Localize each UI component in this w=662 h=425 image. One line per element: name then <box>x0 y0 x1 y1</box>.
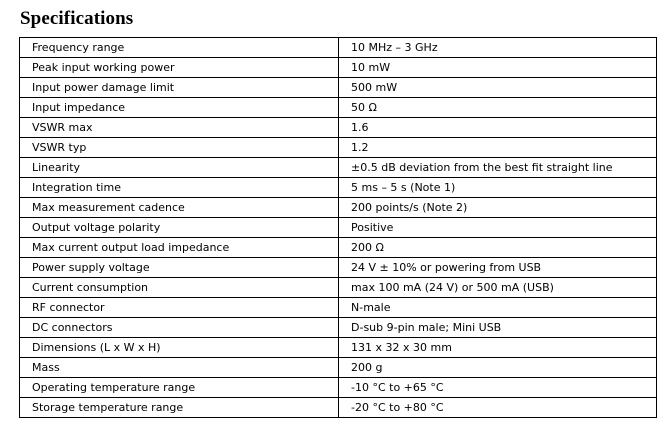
table-row <box>20 298 657 318</box>
value-cell: D-sub 9-pin male; Mini USB <box>339 318 657 338</box>
value-cell: Positive <box>339 218 657 238</box>
parameter-cell: Max measurement cadence <box>20 198 339 218</box>
parameter-cell: DC connectors <box>20 318 339 338</box>
table-row <box>20 38 657 58</box>
value-cell: 500 mW <box>339 78 657 98</box>
parameter-cell: RF connector <box>20 298 339 318</box>
table-row <box>20 78 657 98</box>
value-cell: 200 points/s (Note 2) <box>339 198 657 218</box>
value-cell: 50 Ω <box>339 98 657 118</box>
parameter-cell: VSWR typ <box>20 138 339 158</box>
specifications-table <box>19 37 657 418</box>
parameter-cell: Output voltage polarity <box>20 218 339 238</box>
table-row <box>20 118 657 138</box>
parameter-cell: Peak input working power <box>20 58 339 78</box>
value-cell: 10 MHz – 3 GHz <box>339 38 657 58</box>
parameter-cell: Max current output load impedance <box>20 238 339 258</box>
table-row <box>20 138 657 158</box>
parameter-cell: Integration time <box>20 178 339 198</box>
table-row <box>20 238 657 258</box>
value-cell: 200 g <box>339 358 657 378</box>
value-cell: 24 V ± 10% or powering from USB <box>339 258 657 278</box>
parameter-cell: Power supply voltage <box>20 258 339 278</box>
value-cell: 10 mW <box>339 58 657 78</box>
parameter-cell: Input power damage limit <box>20 78 339 98</box>
table-row <box>20 58 657 78</box>
parameter-cell: Dimensions (L x W x H) <box>20 338 339 358</box>
parameter-cell: Frequency range <box>20 38 339 58</box>
table-row <box>20 398 657 418</box>
table-row <box>20 198 657 218</box>
value-cell: 131 x 32 x 30 mm <box>339 338 657 358</box>
value-cell: 1.6 <box>339 118 657 138</box>
table-row <box>20 358 657 378</box>
parameter-cell: VSWR max <box>20 118 339 138</box>
parameter-cell: Storage temperature range <box>20 398 339 418</box>
table-row <box>20 258 657 278</box>
table-row <box>20 318 657 338</box>
table-row <box>20 158 657 178</box>
table-row <box>20 98 657 118</box>
value-cell: ±0.5 dB deviation from the best fit straight line <box>339 158 657 178</box>
table-row <box>20 218 657 238</box>
value-cell: max 100 mA (24 V) or 500 mA (USB) <box>339 278 657 298</box>
parameter-cell: Current consumption <box>20 278 339 298</box>
parameter-cell: Input impedance <box>20 98 339 118</box>
table-row <box>20 178 657 198</box>
page-title: Specifications <box>20 8 134 29</box>
value-cell: -20 °C to +80 °C <box>339 398 657 418</box>
table-row <box>20 338 657 358</box>
value-cell: 5 ms – 5 s (Note 1) <box>339 178 657 198</box>
value-cell: -10 °C to +65 °C <box>339 378 657 398</box>
table-row <box>20 378 657 398</box>
parameter-cell: Linearity <box>20 158 339 178</box>
table-row <box>20 278 657 298</box>
value-cell: 1.2 <box>339 138 657 158</box>
parameter-cell: Operating temperature range <box>20 378 339 398</box>
value-cell: 200 Ω <box>339 238 657 258</box>
value-cell: N-male <box>339 298 657 318</box>
parameter-cell: Mass <box>20 358 339 378</box>
